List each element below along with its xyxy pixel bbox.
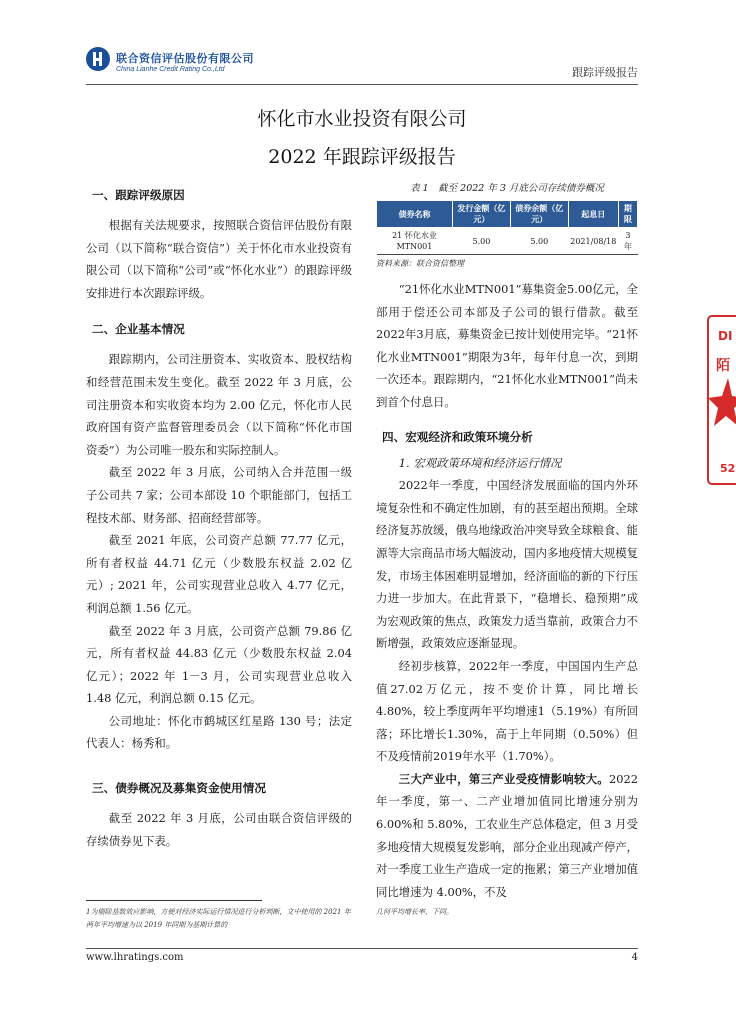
logo-chinese-name: 联合资信评估股份有限公司 [116, 52, 254, 65]
company-logo-icon [86, 47, 110, 71]
logo-english-name: China Lianhe Credit Rating Co.,Ltd [116, 66, 225, 73]
footer-divider [86, 948, 638, 949]
section-2-paragraph-3: 截至 2021 年底，公司资产总额 77.77 亿元，所有者权益 44.71 亿元（少数股东权益 2.02 亿元）; 2021 年，公司实现营业总收入 4.77 亿元，利润总额 1.56 亿元。 [86, 533, 352, 615]
section-4-bold-lead: 三大产业中，第三产业受疫情影响较大。 [398, 771, 609, 786]
bond-paragraph: “21怀化水业MTN001”募集资金5.00亿元，全部用于偿还公司本部及子公司的银行借款。截至2022年3月底，募集资金已按计划使用完毕。“21怀化水业MTN001”期限为3年，每年付息一次，到期一次还本。跟踪期内，“21怀化水业MTN001”尚未到首个付息日。 [376, 282, 638, 409]
table-header-cell: 起息日 [568, 201, 618, 228]
section-2-paragraph-5: 公司地址：怀化市鹤城区红星路 130 号；法定代表人：杨秀和。 [86, 713, 352, 751]
section-3-heading: 三、债券概况及募集资金使用情况 [92, 781, 266, 796]
section-2-paragraph-4: 截至 2022 年 3 月底，公司资产总额 79.86 亿元，所有者权益 44.83 亿元（少数股东权益 2.04 亿元）；2022 年 1－3 月，公司实现营业总收入 1.48 亿元，利润总额 0.15 亿元。 [86, 623, 352, 706]
footnote-left: 1为剔除基数效应影响，方便对经济实际运行情况进行分析判断，文中使用的 2021 年两年平均增速为以 2019 年同期为基期计算的 [86, 908, 351, 929]
section-4-paragraph-3 [376, 768, 638, 904]
table-cell: 3 年 [618, 228, 637, 255]
section-2-heading: 二、企业基本情况 [92, 322, 185, 337]
stamp-bottom-text: 52 [720, 462, 736, 475]
section-4-paragraph-1: 2022年一季度，中国经济发展面临的国内外环境复杂性和不确定性加剧，有的甚至超出预期。全球经济复苏放缓，俄乌地缘政治冲突导致全球粮食、能源等大宗商品市场大幅波动，国内多地疫情大规模复发，市场主体困难明显增加，经济面临的新的下行压力进一步加大。在此背景下，“稳增长、稳预期”成为宏观政策的焦点，政策发力适当靠前，政策合力不断增强，政策效应逐渐显现。 [376, 478, 638, 651]
page-title-report: 2022 年跟踪评级报告 [268, 146, 456, 168]
page-number: 4 [631, 952, 638, 963]
table-source: 资料来源：联合资信整理 [376, 259, 464, 268]
bond-table [376, 200, 638, 255]
stamp-top-text: DI [718, 329, 733, 343]
section-1-heading: 一、跟踪评级原因 [92, 188, 185, 202]
table-cell: 2021/08/18 [568, 228, 618, 255]
section-4-paragraph-2: 经初步核算，2022年一季度，中国国内生产总值27.02万亿元，按不变价计算，同比增长4.80%，较上季度两年平均增速1（5.19%）有所回落；环比增长1.30%，高于上年同期（0.50%）但不及疫情前2019年水平（1.70%）。 [376, 658, 638, 764]
right-column [376, 182, 638, 903]
red-stamp-icon [706, 316, 736, 484]
page-title-company: 怀化市水业投资有限公司 [257, 108, 467, 130]
section-4-heading: 四、宏观经济和政策环境分析 [382, 429, 533, 444]
section-3-paragraph: 截至 2022 年 3 月底，公司由联合资信评级的存续债券见下表。 [86, 811, 352, 848]
section-1-paragraph: 根据有关法规要求，按照联合资信评估股份有限公司（以下简称“联合资信”）关于怀化市水业投资有限公司（以下简称“公司”或“怀化水业”）的跟踪评级安排进行本次跟踪评级。 [86, 218, 352, 300]
footnote-divider [86, 900, 262, 901]
report-type-label: 跟踪评级报告 [572, 66, 638, 79]
table-cell: 5.00 [510, 228, 568, 255]
table-cell: 5.00 [452, 228, 510, 255]
footer-website-link[interactable]: www.lhratings.com [86, 952, 184, 963]
section-2-paragraph-1: 跟踪期内，公司注册资本、实收资本、股权结构和经营范围未发生变化。截至 2022 年 3 月底，公司注册资本和实收资本均为 2.00 亿元，怀化市人民政府国有资产监督管理委员会（以下简称“怀化市国资委”）为公司唯一股东和实际控制人。 [86, 352, 352, 457]
stamp-mid-text: 陌 [716, 358, 730, 374]
table-header-cell: 发行金额（亿元） [452, 201, 510, 228]
header-divider [86, 84, 638, 85]
table-caption: 表 1 截至 2022 年 3 月底公司存续债券概况 [410, 183, 604, 194]
section-2-paragraph-2: 截至 2022 年 3 月底，公司纳入合并范围一级子公司共 7 家；公司本部设 10 个职能部门，包括工程技术部、财务部、招商经营部等。 [86, 465, 352, 525]
table-cell: 21 怀化水业 MTN001 [377, 228, 453, 255]
section-4-subheading: 1. 宏观政策环境和经济运行情况 [398, 455, 562, 470]
footnote-right: 几何平均增长率，下同。 [376, 908, 453, 916]
table-row [377, 228, 638, 255]
table-header-cell: 期限 [618, 201, 637, 228]
section-4-paragraph-3-text: 2022 年一季度，第一、二产业增加值同比增速分别为 6.00%和 5.80%，工农业生产总体稳定，但 3 月受多地疫情大规模复发影响，部分企业出现减产停产，对一季度工业生产造成一定的拖累；第三产业增加值同比增速为 4.00%，不及 [376, 771, 638, 899]
table-header-row [377, 201, 638, 228]
table-header-cell: 债券名称 [377, 201, 453, 228]
table-header-cell: 债券余额（亿元） [510, 201, 568, 228]
left-column [86, 184, 352, 852]
